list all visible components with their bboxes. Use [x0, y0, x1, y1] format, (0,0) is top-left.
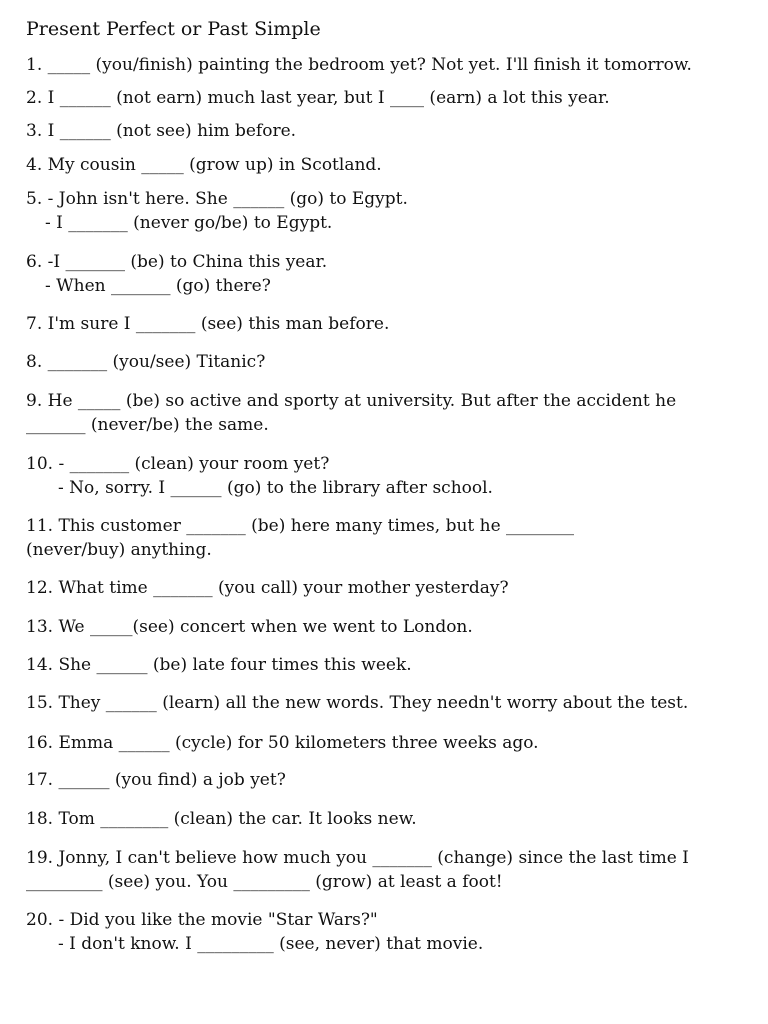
exercise-10-line-2: - No, sorry. I ______ (go) to the library after school.: [58, 478, 493, 498]
exercise-11-line-1: 11. This customer _______ (be) here many times, but he ________: [26, 516, 575, 536]
exercise-13: 13. We _____(see) concert when we went to London.: [26, 617, 473, 637]
exercise-8: 8. _______ (you/see) Titanic?: [26, 352, 266, 372]
exercise-1: 1. _____ (you/finish) painting the bedroom yet? Not yet. I'll finish it tomorrow.: [26, 55, 692, 75]
exercise-14: 14. She ______ (be) late four times this week.: [26, 655, 412, 675]
exercise-7: 7. I'm sure I _______ (see) this man before.: [26, 314, 390, 334]
exercise-5-line-1: 5. - John isn't here. She ______ (go) to Egypt.: [26, 189, 408, 209]
exercise-18: 18. Tom ________ (clean) the car. It looks new.: [26, 809, 417, 829]
exercise-19-line-2: _________ (see) you. You _________ (grow) at least a foot!: [26, 872, 503, 892]
exercise-16: 16. Emma ______ (cycle) for 50 kilometers three weeks ago.: [26, 733, 539, 753]
exercise-3: 3. I ______ (not see) him before.: [26, 121, 297, 141]
exercise-15: 15. They ______ (learn) all the new words. They needn't worry about the test.: [26, 693, 689, 713]
page-title: Present Perfect or Past Simple: [26, 18, 321, 40]
exercise-6-line-2: - When _______ (go) there?: [45, 276, 271, 296]
exercise-10-line-1: 10. - _______ (clean) your room yet?: [26, 454, 330, 474]
exercise-12: 12. What time _______ (you call) your mother yesterday?: [26, 578, 509, 598]
exercise-4: 4. My cousin _____ (grow up) in Scotland.: [26, 155, 382, 175]
exercise-19-line-1: 19. Jonny, I can't believe how much you _______ (change) since the last time I: [26, 848, 689, 868]
exercise-20-line-1: 20. - Did you like the movie "Star Wars?": [26, 910, 378, 930]
exercise-6-line-1: 6. -I _______ (be) to China this year.: [26, 252, 328, 272]
exercise-11-line-2: (never/buy) anything.: [26, 540, 212, 560]
exercise-5-line-2: - I _______ (never go/be) to Egypt.: [45, 213, 333, 233]
exercise-2: 2. I ______ (not earn) much last year, but I ____ (earn) a lot this year.: [26, 88, 610, 108]
exercise-9-line-1: 9. He _____ (be) so active and sporty at university. But after the accident he: [26, 391, 677, 411]
exercise-20-line-2: - I don't know. I _________ (see, never) that movie.: [58, 934, 484, 954]
exercise-9-line-2: _______ (never/be) the same.: [26, 415, 269, 435]
exercise-17: 17. ______ (you find) a job yet?: [26, 770, 286, 790]
